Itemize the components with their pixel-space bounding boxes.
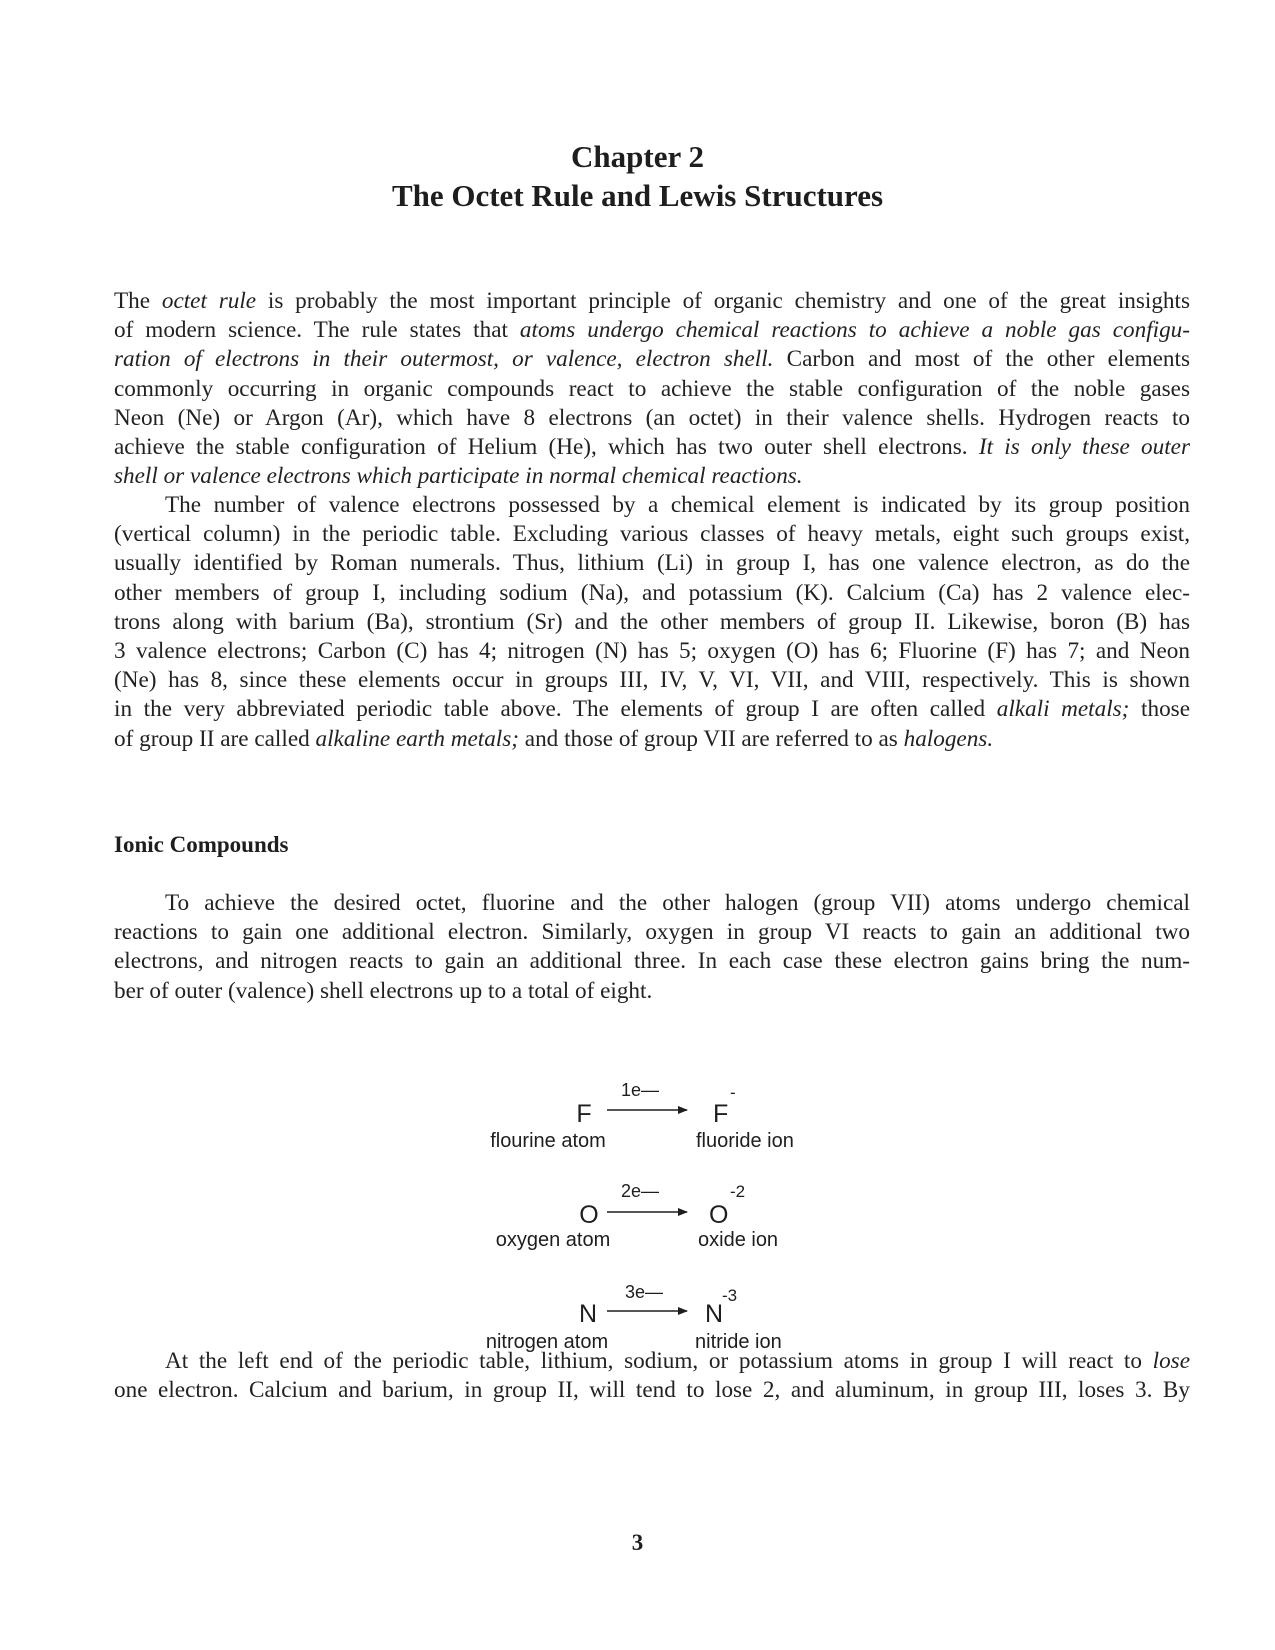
ion-label: fluoride ion bbox=[696, 1130, 794, 1152]
text-run: Neon (Ne) or Argon (Ar), which have 8 electrons (an octet) in their valence shells. Hydrogen reacts to bbox=[114, 404, 1190, 431]
text-run: trons along with barium (Ba), strontium (Sr) and the other members of group II. Likewise, boron (B) has bbox=[114, 608, 1190, 635]
emphasized-text: octet rule bbox=[161, 288, 257, 314]
chapter-label: Chapter 2 bbox=[571, 139, 704, 174]
text-run: (vertical column) in the periodic table. Excluding various classes of heavy metals, eight such groups exist, bbox=[114, 521, 1190, 548]
text-line bbox=[114, 1347, 1190, 1376]
text-line bbox=[114, 918, 1190, 947]
text-run: those bbox=[1129, 696, 1190, 723]
text-run: is probably the most important principle of organic chemistry and one of the great insights bbox=[256, 288, 1190, 314]
text-line bbox=[114, 608, 1190, 637]
electron-count-label: 3e— bbox=[624, 1282, 664, 1302]
text-run: The bbox=[114, 288, 162, 314]
text-run: At the left end of the periodic table, lithium, sodium, or potassium atoms in group I will react to bbox=[165, 1348, 1153, 1374]
text-run: achieve the stable configuration of Helium (He), which has two outer shell electrons. bbox=[114, 434, 979, 461]
emphasized-text: alkali metals; bbox=[996, 696, 1130, 723]
text-run: of modern science. The rule states that bbox=[114, 317, 520, 344]
text-line bbox=[114, 433, 1190, 462]
chapter-title: The Octet Rule and Lewis Structures bbox=[391, 178, 884, 213]
text-run: reactions to gain one additional electron. Similarly, oxygen in group VI reacts to gain an additional two bbox=[114, 919, 1190, 946]
atom-label: flourine atom bbox=[490, 1130, 606, 1152]
text-run: of group II are called bbox=[114, 725, 316, 752]
text-run: in the very abbreviated periodic table above. The elements of group I are often called bbox=[114, 696, 997, 723]
text-line bbox=[114, 637, 1190, 666]
text-line bbox=[114, 579, 1190, 608]
paragraph-octet-rule bbox=[114, 287, 1190, 491]
emphasized-text: It is only these outer bbox=[978, 434, 1190, 461]
reaction-row-oxygen bbox=[496, 1181, 778, 1251]
text-line bbox=[114, 889, 1190, 918]
text-run: 3 valence electrons; Carbon (C) has 4; nitrogen (N) has 5; oxygen (O) has 6; Fluorine (F) has 7; and Neon bbox=[114, 638, 1190, 665]
atom-symbol: F bbox=[576, 1100, 592, 1128]
page-number: 3 bbox=[631, 1530, 644, 1555]
ion-charge: -2 bbox=[730, 1182, 746, 1201]
text-run: commonly occurring in organic compounds react to achieve the stable configuration of the noble gases bbox=[114, 375, 1190, 402]
text-line bbox=[114, 404, 1190, 433]
text-run: The number of valence electrons possessed by a chemical element is indicated by its group position bbox=[165, 492, 1190, 518]
paragraph-valence-electrons bbox=[114, 491, 1190, 754]
atom-label: oxygen atom bbox=[495, 1229, 611, 1251]
atom-label: nitrogen atom bbox=[485, 1331, 609, 1353]
text-line bbox=[114, 491, 1190, 520]
ion-charge: - bbox=[730, 1083, 736, 1102]
text-run: ber of outer (valence) shell electrons up to a total of eight. bbox=[114, 977, 653, 1004]
text-run: other members of group I, including sodium (Na), and potassium (K). Calcium (Ca) has 2 valence elec- bbox=[114, 579, 1190, 606]
section-heading-ionic-compounds: Ionic Compounds bbox=[114, 832, 289, 857]
ion-symbol: O bbox=[709, 1201, 729, 1229]
ion-symbol: F bbox=[713, 1100, 729, 1128]
text-line bbox=[114, 695, 1190, 724]
text-line bbox=[114, 345, 1190, 374]
text-run: electrons, and nitrogen reacts to gain an additional three. In each case these electron gains bring the num- bbox=[114, 948, 1190, 975]
text-run: one electron. Calcium and barium, in group II, will tend to lose 2, and aluminum, in group III, loses 3. By bbox=[114, 1377, 1190, 1404]
ion-label: nitride ion bbox=[695, 1331, 782, 1353]
emphasized-text: atoms undergo chemical reactions to achieve a noble gas configu- bbox=[519, 317, 1190, 344]
text-run: (Ne) has 8, since these elements occur in groups III, IV, V, VI, VII, and VIII, respectively. This is shown bbox=[114, 667, 1190, 694]
text-line bbox=[114, 977, 1190, 1006]
paragraph-electron-loss bbox=[114, 1347, 1190, 1405]
paragraph-electron-gain bbox=[114, 889, 1190, 1006]
atom-symbol: O bbox=[579, 1201, 599, 1229]
text-line bbox=[114, 375, 1190, 404]
emphasized-text: halogens. bbox=[903, 725, 994, 752]
ion-charge: -3 bbox=[722, 1286, 738, 1305]
ion-label: oxide ion bbox=[698, 1229, 779, 1251]
text-line bbox=[114, 287, 1190, 316]
reaction-row-nitrogen bbox=[486, 1282, 782, 1353]
electron-count-label: 1e— bbox=[620, 1080, 660, 1100]
text-line bbox=[114, 725, 1190, 754]
text-line bbox=[114, 462, 1190, 491]
text-line bbox=[114, 316, 1190, 345]
text-line bbox=[114, 666, 1190, 695]
atom-symbol: N bbox=[578, 1300, 598, 1328]
text-line bbox=[114, 549, 1190, 578]
emphasized-text: lose bbox=[1152, 1348, 1190, 1374]
text-line bbox=[114, 947, 1190, 976]
emphasized-text: ration of electrons in their outermost, or valence, electron shell. bbox=[114, 346, 774, 373]
electron-count-label: 2e— bbox=[620, 1181, 660, 1201]
emphasized-text: shell or valence electrons which participate in normal chemical reactions. bbox=[114, 463, 803, 490]
ion-symbol: N bbox=[705, 1300, 724, 1328]
text-line bbox=[114, 1376, 1190, 1405]
emphasized-text: alkaline earth metals; bbox=[315, 725, 519, 752]
text-run: usually identified by Roman numerals. Thus, lithium (Li) in group I, has one valence electron, as do the bbox=[114, 550, 1190, 577]
text-run: Carbon and most of the other elements bbox=[773, 346, 1190, 373]
reaction-row-fluorine bbox=[490, 1080, 794, 1152]
text-line bbox=[114, 520, 1190, 549]
text-run: To achieve the desired octet, fluorine and the other halogen (group VII) atoms undergo chemical bbox=[165, 890, 1190, 916]
text-run: and those of group VII are referred to as bbox=[519, 725, 904, 752]
